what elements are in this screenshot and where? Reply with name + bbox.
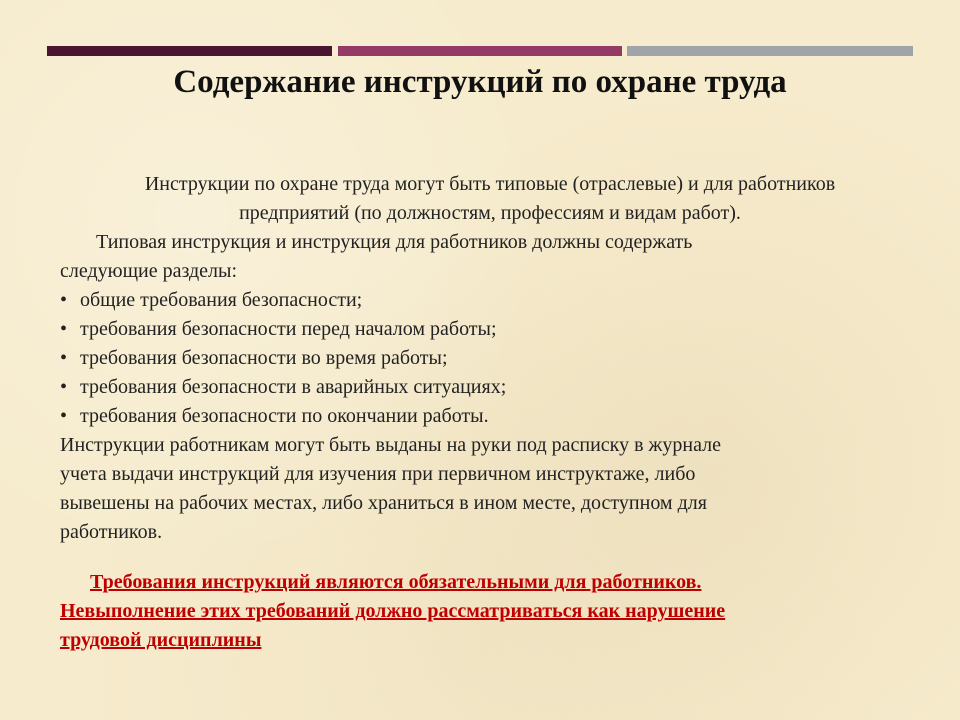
- emphasis-line: Требования инструкций являются обязательными для работников.: [90, 571, 702, 593]
- slide-title: Содержание инструкций по охране труда: [173, 64, 787, 100]
- sections-list: [60, 286, 920, 431]
- slide-body: [60, 170, 920, 547]
- sections-lead-paragraph: [60, 228, 920, 286]
- closing-line: учета выдачи инструкций для изучения при первичном инструктаже, либо: [60, 463, 696, 485]
- list-item: [60, 315, 920, 344]
- list-item: [60, 344, 920, 373]
- list-item-text: требования безопасности в аварийных ситуациях;: [80, 376, 507, 398]
- closing-line: Инструкции работникам могут быть выданы на руки под расписку в журнале: [60, 434, 721, 456]
- bullet-icon: •: [60, 289, 68, 311]
- bullet-icon: •: [60, 318, 68, 340]
- bullet-icon: •: [60, 376, 68, 398]
- list-item: [60, 402, 920, 431]
- bullet-icon: •: [60, 405, 68, 427]
- emphasis-line: Невыполнение этих требований должно рассматриваться как нарушение: [60, 600, 726, 622]
- list-item-text: требования безопасности во время работы;: [80, 347, 448, 369]
- header-bar-dark: [47, 46, 332, 56]
- closing-paragraph: [60, 431, 920, 547]
- list-item-text: требования безопасности перед началом работы;: [80, 318, 497, 340]
- closing-line: работников.: [60, 521, 163, 543]
- intro-line: предприятий (по должностям, профессиям и видам работ).: [239, 202, 741, 224]
- closing-line: вывешены на рабочих местах, либо храниться в ином месте, доступном для: [60, 492, 707, 514]
- emphasis-line: трудовой дисциплины: [60, 629, 262, 651]
- intro-paragraph: [60, 170, 920, 228]
- bullet-icon: •: [60, 347, 68, 369]
- emphasis-notice: [60, 568, 920, 655]
- list-item-text: общие требования безопасности;: [80, 289, 363, 311]
- list-item: [60, 286, 920, 315]
- header-bar-gray: [627, 46, 913, 56]
- lead-line: следующие разделы:: [60, 260, 238, 282]
- list-item-text: требования безопасности по окончании работы.: [80, 405, 489, 427]
- lead-line: Типовая инструкция и инструкция для работников должны содержать: [96, 231, 693, 253]
- intro-line: Инструкции по охране труда могут быть типовые (отраслевые) и для работников: [144, 173, 836, 195]
- header-bar-magenta: [338, 46, 622, 56]
- list-item: [60, 373, 920, 402]
